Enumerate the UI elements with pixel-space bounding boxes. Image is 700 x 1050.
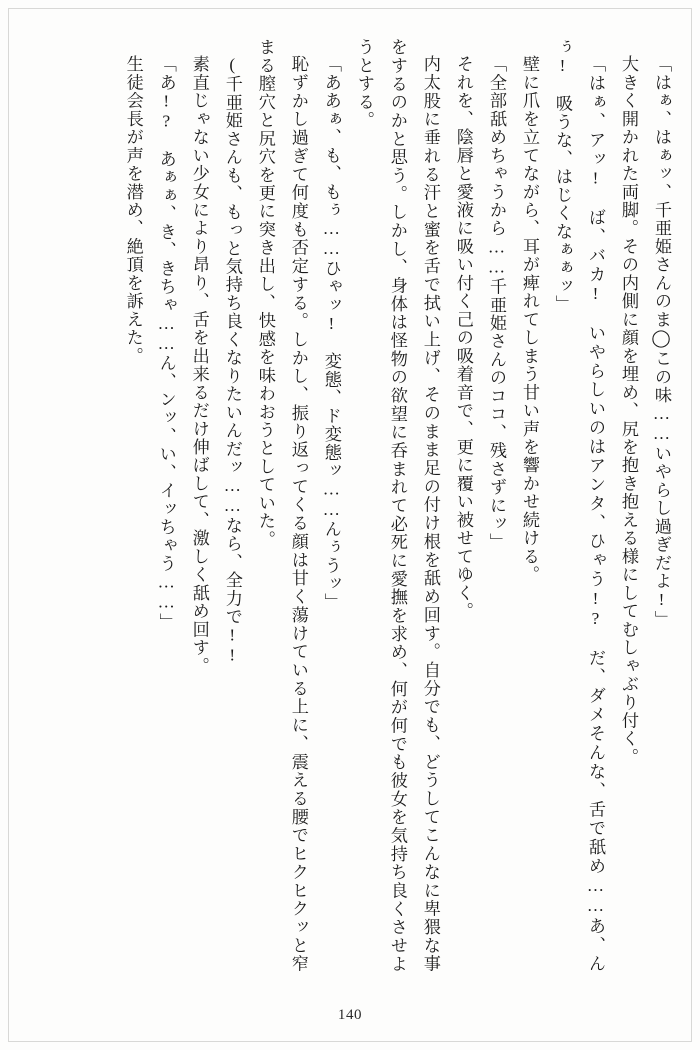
paragraph: 「はぁ、アッ! ば、バカ! いやらしいのはアンタ、ひゃう!? だ、ダメそんな、舌で舐め……あ、んぅ! 吸うな、はじくなぁぁッ」: [552, 38, 605, 973]
vertical-text-body: [22, 38, 678, 973]
paragraph: 大きく開かれた両脚。その内側に顔を埋め、尻を抱き抱える様にしてむしゃぶり付く。: [618, 55, 638, 767]
paragraph: (千亜姫さんも、もっと気持ち良くなりたいんだッ……なら、全力で!!: [222, 55, 242, 666]
paragraph: 「ああぁ、も、もぅ……ひゃッ! 変態、ド変態ッ……んぅうッ」: [321, 55, 341, 612]
paragraph: 内太股に垂れる汗と蜜を舌で拭い上げ、そのまま足の付け根を舐め回す。自分でも、どうしてこんなに卑猥な事をするのかと思う。しかし、身体は怪物の欲望に呑まれて必死に愛撫を求め、何が何でも彼女を気持ち良くさせようとする。: [354, 38, 440, 973]
paragraph: 「全部舐めちゃうから……千亜姫さんのココ、残さずにッ」: [486, 55, 506, 552]
paragraph: それを、陰唇と愛液に吸い付く己の吸着音で、更に覆い被せてゆく。: [453, 55, 473, 621]
paragraph: 素直じゃない少女により昂り、舌を出来るだけ伸ばして、激しく舐め回す。: [189, 55, 209, 676]
paragraph: 壁に爪を立てながら、耳が痺れてしまう甘い声を響かせ続ける。: [519, 55, 539, 584]
page-number: 140: [337, 1007, 363, 1023]
paragraph: 「あ!? あぁぁ、き、きちゃ……ん、ンッ、い、イッちゃう……」: [156, 55, 176, 632]
paragraph: 生徒会長が声を潜め、絶頂を訴えた。: [123, 55, 143, 366]
paragraph: 「はぁ、はぁッ、千亜姫さんのま◯この味……いやらし過ぎだよ!」: [652, 55, 671, 629]
paragraph: 恥ずかし過ぎて何度も否定する。しかし、振り返ってくる顔は甘く蕩けている上に、震える腰でヒクヒクッと窄まる膣穴と尻穴を更に突き出し、快感を味わおうとしていた。: [255, 38, 308, 973]
